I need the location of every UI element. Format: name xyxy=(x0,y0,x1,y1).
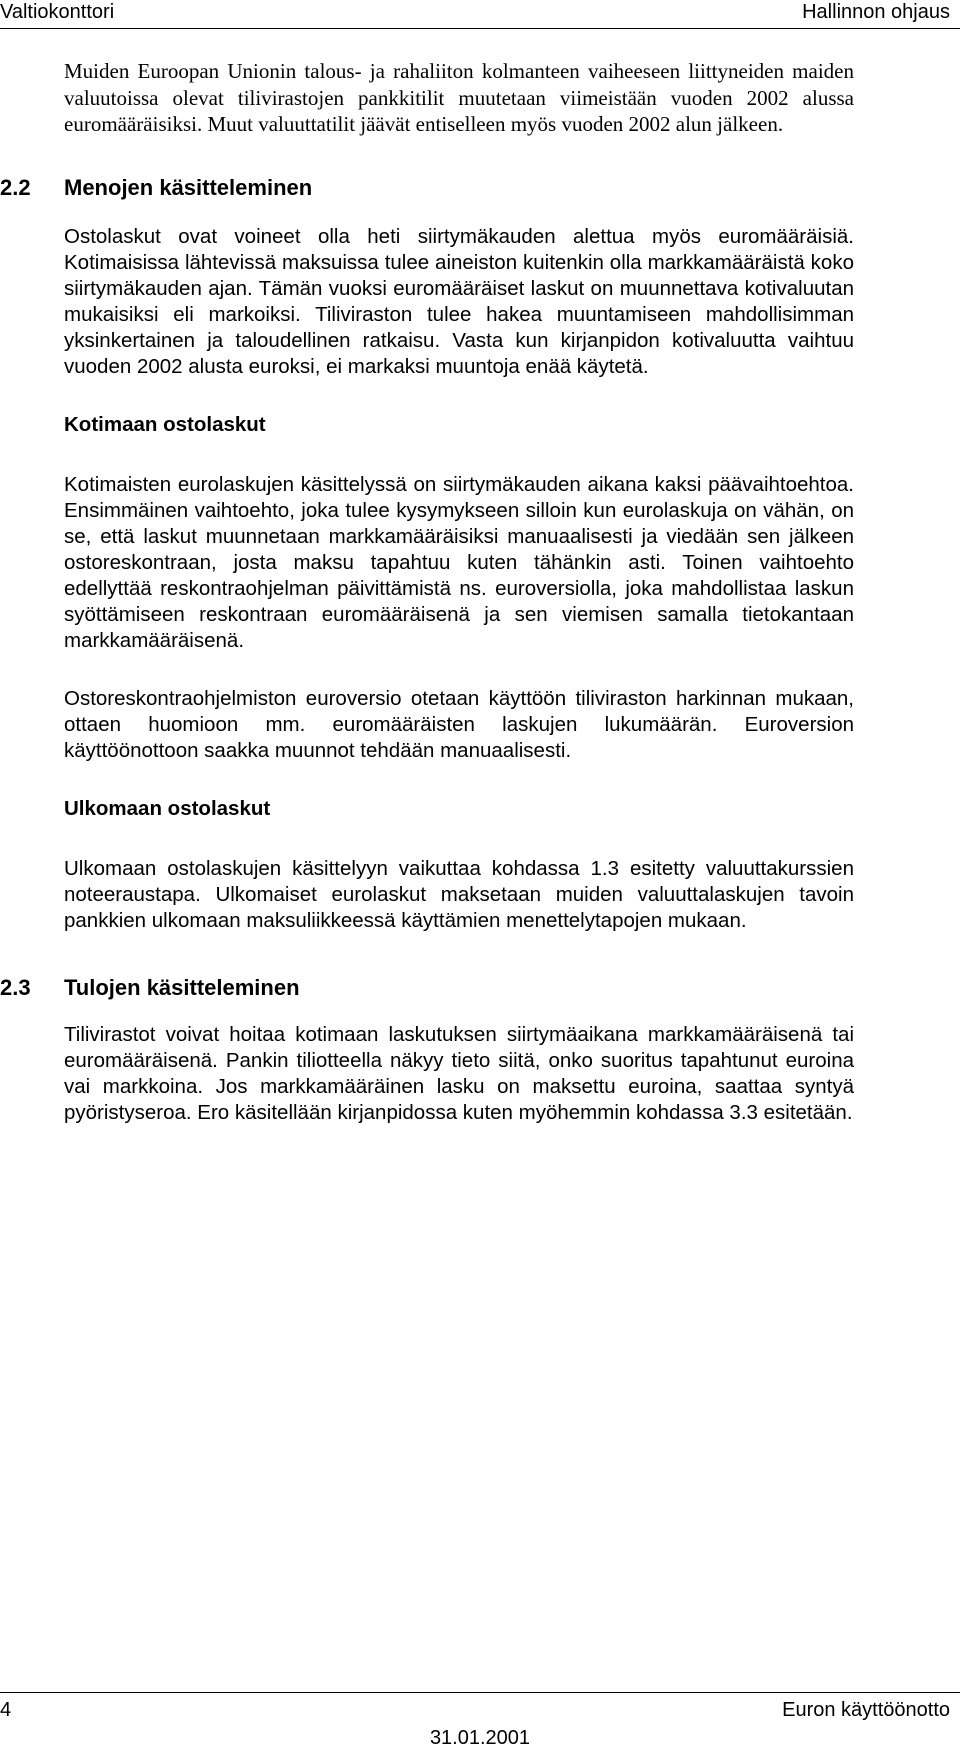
running-footer xyxy=(0,1692,960,1749)
section-2-2-paragraph: Ostolaskut ovat voineet olla heti siirtymäkauden alettua myös euromääräisiä. Kotimaisissa lähtevissä maksuissa tulee aineiston kuitenkin olla markkamääräistä koko siirtymäkauden ajan. Tämän vuoksi euromääräiset laskut on muunnettava kotivaluutan mukaisiksi eli markoiksi. Tiliviraston tulee hakea muuntamiseen mahdollisimman yksinkertainen ja taloudellinen ratkaisu. Vasta kun kirjanpidon kotivaluutta vaihtuu vuoden 2002 alusta euroksi, ei markaksi muuntoja enää käytetä. xyxy=(64,224,854,378)
section-2-2-title: Menojen käsitteleminen xyxy=(64,174,313,200)
ulkomaan-paragraph: Ulkomaan ostolaskujen käsittelyyn vaikuttaa kohdassa 1.3 esitetty valuuttakurssien noteeraustapa. Ulkomaiset eurolaskut maksetaan muiden valuuttalaskujen tavoin pankkien ulkomaan maksuliikkeessä käyttämien menettelytapojen mukaan. xyxy=(64,856,854,932)
kotimaan-paragraph-2: Ostoreskontraohjelmiston euroversio otetaan käyttöön tiliviraston harkinnan mukaan, ottaen huomioon mm. euromääräisten laskujen lukumäärän. Euroversion käyttöönottoon saakka muunnot tehdään manuaalisesti. xyxy=(64,686,854,762)
section-2-2-number: 2.2 xyxy=(0,174,31,200)
section-2-3-heading xyxy=(0,974,854,1002)
footer-page-number: 4 xyxy=(0,1699,12,1721)
section-2-2-heading xyxy=(0,174,854,202)
section-2-3-title: Tulojen käsitteleminen xyxy=(64,974,300,1000)
kotimaan-heading: Kotimaan ostolaskut xyxy=(64,412,266,436)
footer-document-title: Euron käyttöönotto xyxy=(782,1699,950,1721)
ulkomaan-heading: Ulkomaan ostolaskut xyxy=(64,796,271,820)
running-header xyxy=(0,0,960,29)
kotimaan-paragraph-1: Kotimaisten eurolaskujen käsittelyssä on siirtymäkauden aikana kaksi päävaihtoehtoa. Ensimmäinen vaihtoehto, joka tulee kysymykseen silloin kun eurolaskuja on vähän, on se, että laskut muunnetaan markkamääräisiksi manuaalisesti ja viedään sen jälkeen ostoreskontraan, josta maksu tapahtuu kuten tähänkin asti. Toinen vaihtoehto edellyttää reskontraohjelman päivittämistä ns. euroversiolla, joka mahdollistaa laskun syöttämiseen reskontraan euromääräisenä ja sen viemisen samalla tietokantaan markkamääräisenä. xyxy=(64,472,854,652)
footer-date: 31.01.2001 xyxy=(429,1727,531,1749)
section-2-3-paragraph: Tilivirastot voivat hoitaa kotimaan laskutuksen siirtymäaikana markkamääräisenä tai euromääräisenä. Pankin tiliotteella näkyy tieto siitä, onko suoritus tapahtunut euroina vai markkoina. Jos markkamääräinen lasku on maksettu euroina, saattaa syntyä pyöristyseroa. Ero käsitellään kirjanpidossa kuten myöhemmin kohdassa 3.3 esitetään. xyxy=(64,1022,854,1124)
page-content xyxy=(0,58,854,1126)
section-2-3-number: 2.3 xyxy=(0,974,31,1000)
intro-paragraph: Muiden Euroopan Unionin talous- ja rahaliiton kolmanteen vaiheeseen liittyneiden maiden valuutoissa olevat tilivirastojen pankkitilit muutetaan viimeistään vuoden 2002 alussa euromääräisiksi. Muut valuuttatilit jäävät entiselleen myös vuoden 2002 alun jälkeen. xyxy=(64,59,854,136)
header-section: Hallinnon ohjaus xyxy=(802,1,950,23)
header-organization: Valtiokonttori xyxy=(0,1,115,23)
